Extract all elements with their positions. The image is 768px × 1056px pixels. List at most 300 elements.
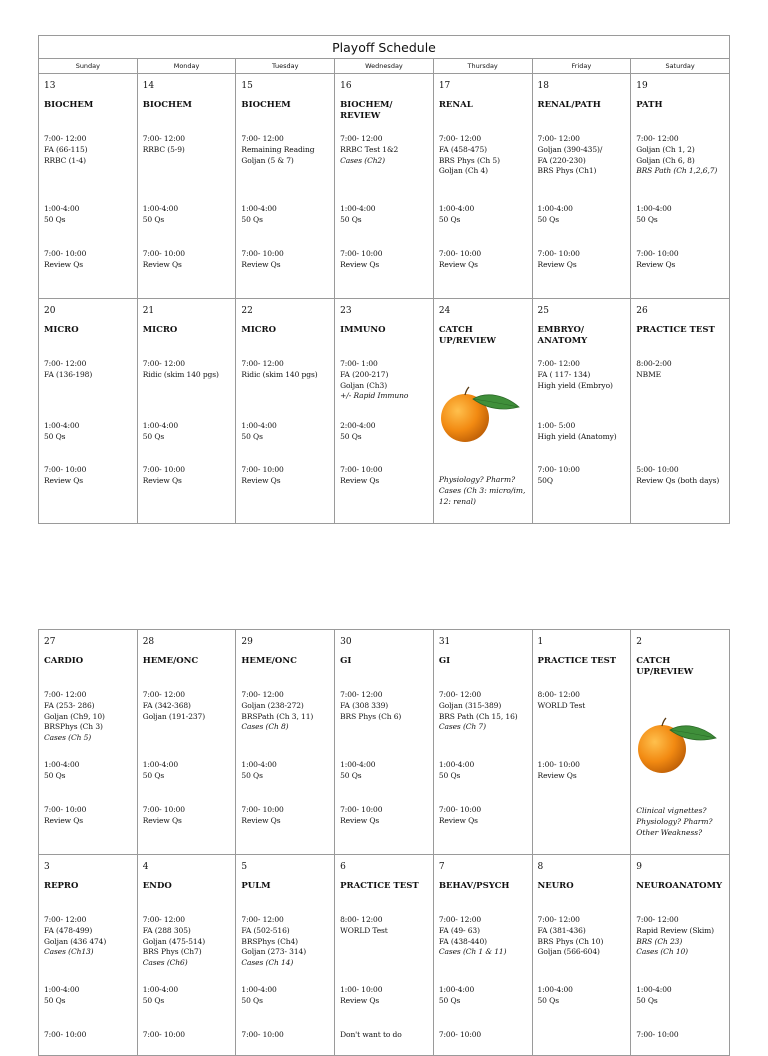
- schedule-line: 7:00- 12:00: [438, 915, 482, 924]
- schedule-line: 1:00-4:00: [438, 760, 475, 769]
- schedule-line: 7:00- 10:00: [44, 1030, 87, 1039]
- time-block: [44, 805, 135, 827]
- schedule-line: 8:00- 12:00: [340, 915, 383, 924]
- day-cell: [335, 855, 434, 1056]
- day-number: 30: [340, 637, 352, 647]
- day-number: 9: [636, 862, 642, 872]
- time-block: [538, 760, 629, 782]
- schedule-line: Goljan (566-604): [537, 947, 600, 957]
- schedule-line: 1:00- 5:00: [537, 421, 576, 430]
- schedule-line: Review Qs: [44, 815, 84, 825]
- schedule-line: 7:00- 10:00: [142, 249, 185, 258]
- schedule-line: FA (342-368): [142, 700, 191, 710]
- schedule-line: BRS Phys (Ch7): [142, 947, 202, 957]
- schedule-line: 7:00- 12:00: [636, 134, 679, 143]
- schedule-line: RRBC Test 1&2: [340, 144, 399, 154]
- review-note-line: Cases (Ch 3: micro/im,: [438, 485, 526, 495]
- schedule-line: Goljan (315-389): [438, 700, 502, 710]
- schedule-line: 50 Qs: [142, 770, 165, 780]
- schedule-table-top: [38, 35, 730, 524]
- schedule-line: 7:00- 12:00: [241, 690, 284, 699]
- time-block: [439, 249, 530, 271]
- time-block: [241, 690, 332, 733]
- schedule-line: 1:00-4:00: [438, 204, 475, 213]
- schedule-line: 7:00- 10:00: [340, 249, 383, 258]
- schedule-note-line: Cases (Ch 5): [44, 733, 92, 743]
- schedule-line: BRSPhys (Ch 3): [44, 722, 103, 732]
- schedule-line: 1:00-4:00: [241, 985, 277, 994]
- day-number: 1: [537, 637, 544, 647]
- schedule-line: 1:00-4:00: [44, 985, 80, 994]
- schedule-line: 1:00-4:00: [142, 985, 179, 994]
- time-block: [143, 915, 234, 969]
- day-cell: [532, 630, 631, 855]
- time-block: [636, 204, 727, 226]
- schedule-line: BRSPhys (Ch4): [241, 936, 298, 946]
- day-header: Tuesday: [236, 59, 335, 74]
- day-cell: [335, 74, 434, 299]
- schedule-line: 1:00-4:00: [241, 421, 277, 430]
- time-block: [340, 805, 431, 827]
- time-block: [538, 421, 629, 443]
- day-cell: [39, 299, 138, 524]
- schedule-note-line: Cases (Ch 10): [636, 947, 688, 957]
- subject-heading: ENDO: [142, 881, 172, 891]
- day-cell: [335, 299, 434, 524]
- schedule-line: 50 Qs: [340, 770, 362, 780]
- time-block: [143, 760, 234, 782]
- time-block: [241, 915, 332, 969]
- week-row: [39, 855, 730, 1056]
- schedule-line: 7:00- 10:00: [44, 465, 87, 474]
- schedule-line: 7:00- 12:00: [438, 134, 482, 143]
- schedule-line: 7:00- 10:00: [241, 1030, 284, 1039]
- time-block: [143, 805, 234, 827]
- schedule-line: 7:00- 12:00: [241, 359, 284, 368]
- schedule-line: 8:00- 12:00: [537, 690, 580, 699]
- time-block: [340, 1030, 431, 1041]
- subject-heading: MICRO: [44, 325, 79, 335]
- schedule-line: Review Qs (both days): [636, 475, 720, 485]
- day-cell: [236, 630, 335, 855]
- time-block: [340, 421, 431, 443]
- schedule-line: 7:00- 12:00: [142, 915, 185, 924]
- schedule-line: BRS Phys (Ch1): [537, 166, 597, 176]
- schedule-line: Review Qs: [44, 475, 84, 485]
- schedule-line: Review Qs: [142, 475, 182, 485]
- subject-heading: EMBRYO/ ANATOMY: [537, 325, 588, 346]
- day-cell: [236, 855, 335, 1056]
- time-block: [143, 359, 234, 381]
- time-block: [439, 1030, 530, 1041]
- time-block: [538, 915, 629, 958]
- day-cell: [137, 299, 236, 524]
- schedule-line: 2:00-4:00: [340, 421, 376, 430]
- day-cell: [39, 74, 138, 299]
- time-block: [143, 1030, 234, 1041]
- orange-icon: [439, 385, 523, 443]
- day-cell: [631, 74, 730, 299]
- schedule-line: Review Qs: [241, 475, 281, 485]
- time-block: [538, 359, 629, 391]
- schedule-line: 7:00- 10:00: [44, 805, 87, 814]
- subject-heading: PRACTICE TEST: [537, 656, 617, 666]
- schedule-note-line: Cases (Ch2): [340, 155, 385, 165]
- time-block: [340, 134, 431, 166]
- subject-heading: REPRO: [44, 881, 79, 891]
- day-cell: [236, 74, 335, 299]
- time-block: [538, 690, 629, 712]
- schedule-line: FA (308 339): [340, 700, 389, 710]
- schedule-line: 50 Qs: [537, 214, 559, 224]
- schedule-line: BRS Phys (Ch 6): [340, 711, 402, 721]
- time-block: [241, 985, 332, 1007]
- subject-heading: NEUROANATOMY: [636, 881, 723, 891]
- time-block: [340, 985, 431, 1007]
- schedule-line: 7:00- 12:00: [438, 690, 482, 699]
- time-block: [44, 204, 135, 226]
- time-block: [241, 204, 332, 226]
- schedule-line: FA (478-499): [44, 925, 93, 935]
- subject-heading: BIOCHEM: [241, 100, 291, 110]
- time-block: [44, 421, 135, 443]
- review-note: [636, 806, 726, 838]
- schedule-line: 7:00- 10:00: [537, 465, 580, 474]
- day-number: 25: [537, 306, 549, 316]
- schedule-line: 50 Qs: [241, 214, 263, 224]
- schedule-line: FA (253- 286): [44, 700, 95, 710]
- time-block: [44, 915, 135, 958]
- time-block: [340, 249, 431, 271]
- schedule-line: Goljan (238-272): [241, 700, 304, 710]
- day-header: Thursday: [433, 59, 532, 74]
- subject-heading: CARDIO: [44, 656, 84, 666]
- schedule-title: Playoff Schedule: [39, 36, 730, 59]
- schedule-line: 7:00- 10:00: [636, 249, 679, 258]
- schedule-line: Ridic (skim 140 pgs): [241, 369, 318, 379]
- day-cell: [236, 299, 335, 524]
- schedule-line: 7:00- 12:00: [142, 134, 185, 143]
- schedule-line: Goljan (Ch 6, 8): [636, 155, 695, 165]
- time-block: [636, 359, 727, 381]
- schedule-line: 7:00- 10:00: [142, 465, 185, 474]
- subject-heading: PATH: [636, 100, 663, 110]
- schedule-line: Goljan (5 & 7): [241, 155, 294, 165]
- day-number: 4: [142, 862, 149, 872]
- schedule-line: FA (200-217): [340, 369, 389, 379]
- schedule-line: Review Qs: [438, 259, 478, 269]
- time-block: [439, 760, 530, 782]
- schedule-line: FA (502-516): [241, 925, 290, 935]
- schedule-line: Goljan (Ch 1, 2): [636, 144, 695, 154]
- time-block: [241, 805, 332, 827]
- time-block: [241, 359, 332, 381]
- schedule-line: Don't want to do: [340, 1030, 402, 1039]
- schedule-line: Goljan (436 474): [44, 936, 107, 946]
- schedule-line: Review Qs: [44, 259, 84, 269]
- schedule-line: 7:00- 10:00: [142, 805, 185, 814]
- schedule-line: 7:00- 12:00: [44, 134, 87, 143]
- schedule-line: Review Qs: [340, 259, 380, 269]
- time-block: [143, 249, 234, 271]
- schedule-line: 7:00- 12:00: [241, 134, 284, 143]
- subject-heading: BIOCHEM: [142, 100, 192, 110]
- schedule-line: Goljan (Ch 4): [438, 166, 489, 176]
- subject-heading: HEME/ONC: [142, 656, 199, 666]
- day-header: Friday: [532, 59, 631, 74]
- subject-heading: CATCH UP/REVIEW: [438, 325, 496, 346]
- schedule-line: 7:00- 10:00: [241, 249, 284, 258]
- day-cell: [631, 630, 730, 855]
- schedule-line: 50 Qs: [636, 995, 658, 1005]
- day-number: 21: [142, 306, 155, 316]
- time-block: [439, 690, 530, 733]
- day-number: 3: [44, 862, 50, 872]
- schedule-line: BRS Phys (Ch 5): [438, 155, 500, 165]
- schedule-line: 1:00-4:00: [636, 204, 672, 213]
- subject-heading: BIOCHEM/ REVIEW: [340, 100, 393, 121]
- day-number: 2: [636, 637, 642, 647]
- schedule-line: 1:00-4:00: [142, 421, 179, 430]
- day-number: 27: [44, 637, 56, 647]
- time-block: [143, 465, 234, 487]
- schedule-line: 7:00- 12:00: [44, 359, 87, 368]
- schedule-line: RRBC (1-4): [44, 155, 86, 165]
- schedule-line: 5:00- 10:00: [636, 465, 679, 474]
- schedule-line: 50 Qs: [340, 214, 362, 224]
- subject-heading: RENAL/PATH: [537, 100, 601, 110]
- schedule-line: Rapid Review (Skim): [636, 925, 715, 935]
- schedule-line: 7:00- 10:00: [537, 249, 580, 258]
- schedule-line: FA (438-440): [438, 936, 487, 946]
- schedule-line: 50 Qs: [44, 214, 66, 224]
- time-block: [340, 915, 431, 937]
- day-cell: [631, 299, 730, 524]
- schedule-line: 8:00-2:00: [636, 359, 672, 368]
- schedule-line: Goljan (Ch9, 10): [44, 711, 105, 721]
- day-cell: [433, 630, 532, 855]
- schedule-line: Goljan (191-237): [142, 711, 206, 721]
- schedule-line: Goljan (390-435)/: [537, 144, 603, 154]
- time-block: [439, 915, 530, 958]
- schedule-line: 7:00- 12:00: [340, 690, 383, 699]
- schedule-line: Goljan (475-514): [142, 936, 206, 946]
- day-cell: [532, 74, 631, 299]
- day-number: 13: [44, 81, 56, 91]
- day-number: 18: [537, 81, 549, 91]
- schedule-line: Review Qs: [142, 815, 182, 825]
- subject-heading: GI: [340, 656, 352, 666]
- schedule-line: High yield (Anatomy): [537, 431, 617, 441]
- time-block: [636, 249, 727, 271]
- schedule-line: 50 Qs: [537, 995, 559, 1005]
- schedule-line: BRS Phys (Ch 10): [537, 936, 604, 946]
- day-number: 5: [241, 862, 248, 872]
- schedule-line: Review Qs: [340, 815, 380, 825]
- day-cell: [137, 630, 236, 855]
- time-block: [44, 1030, 135, 1041]
- review-note-line: 12: renal): [438, 496, 476, 506]
- time-block: [340, 359, 431, 402]
- schedule-line: 7:00- 12:00: [537, 134, 580, 143]
- time-block: [439, 805, 530, 827]
- subject-heading: IMMUNO: [340, 325, 386, 335]
- schedule-line: 1:00- 10:00: [537, 760, 580, 769]
- schedule-line: 50 Qs: [438, 995, 461, 1005]
- schedule-note-line: BRS (Ch 23): [636, 936, 683, 946]
- schedule-line: 50 Qs: [241, 995, 263, 1005]
- day-number: 20: [44, 306, 56, 316]
- schedule-line: FA (220-230): [537, 155, 586, 165]
- schedule-line: 50 Qs: [340, 431, 362, 441]
- time-block: [241, 760, 332, 782]
- day-number: 8: [537, 862, 544, 872]
- schedule-line: Review Qs: [340, 995, 380, 1005]
- schedule-line: 1:00-4:00: [44, 204, 80, 213]
- schedule-note-line: Cases (Ch 8): [241, 722, 289, 732]
- subject-heading: CATCH UP/REVIEW: [636, 656, 694, 677]
- schedule-line: 1:00-4:00: [44, 421, 80, 430]
- time-block: [44, 134, 135, 166]
- schedule-line: Review Qs: [636, 259, 676, 269]
- time-block: [143, 421, 234, 443]
- time-block: [538, 249, 629, 271]
- schedule-line: Goljan (Ch3): [340, 380, 388, 390]
- time-block: [636, 134, 727, 177]
- time-block: [439, 985, 530, 1007]
- schedule-line: 1:00-4:00: [636, 985, 672, 994]
- schedule-line: 1:00-4:00: [241, 760, 277, 769]
- schedule-line: Review Qs: [438, 815, 478, 825]
- time-block: [538, 465, 629, 487]
- day-header: Wednesday: [335, 59, 434, 74]
- schedule-line: 7:00- 1:00: [340, 359, 378, 368]
- time-block: [143, 985, 234, 1007]
- time-block: [439, 134, 530, 177]
- schedule-line: 7:00- 10:00: [241, 465, 284, 474]
- day-number: 6: [340, 862, 346, 872]
- schedule-line: FA (66-115): [44, 144, 88, 154]
- schedule-line: 1:00-4:00: [340, 204, 376, 213]
- time-block: [143, 134, 234, 156]
- schedule-line: WORLD Test: [340, 925, 388, 935]
- orange-icon: [636, 716, 720, 774]
- time-block: [636, 985, 727, 1007]
- time-block: [241, 249, 332, 271]
- schedule-line: 50 Qs: [241, 770, 263, 780]
- schedule-line: 1:00-4:00: [241, 204, 277, 213]
- day-cell: [433, 74, 532, 299]
- schedule-line: FA (49- 63): [438, 925, 480, 935]
- day-header: Saturday: [631, 59, 730, 74]
- schedule-line: 1:00-4:00: [142, 204, 179, 213]
- schedule-line: 1:00-4:00: [537, 204, 573, 213]
- day-cell: [39, 630, 138, 855]
- subject-heading: PRACTICE TEST: [636, 325, 715, 335]
- day-header: Monday: [137, 59, 236, 74]
- day-number: 31: [438, 637, 451, 647]
- day-cell: [137, 855, 236, 1056]
- schedule-line: 7:00- 12:00: [44, 690, 87, 699]
- schedule-line: 50 Qs: [438, 770, 461, 780]
- schedule-line: FA (381-436): [537, 925, 586, 935]
- day-cell: [137, 74, 236, 299]
- time-block: [44, 249, 135, 271]
- schedule-line: 7:00- 10:00: [44, 249, 87, 258]
- schedule-line: 7:00- 10:00: [340, 465, 383, 474]
- schedule-line: 50 Qs: [636, 214, 658, 224]
- review-note-line: Physiology? Pharm?: [438, 475, 516, 484]
- time-block: [636, 465, 727, 487]
- day-cell: [335, 630, 434, 855]
- subject-heading: PRACTICE TEST: [340, 881, 419, 891]
- day-cell: [631, 855, 730, 1056]
- day-number: 29: [241, 637, 253, 647]
- schedule-note-line: +/- Rapid Immuno: [340, 391, 409, 401]
- time-block: [44, 985, 135, 1007]
- day-cell: [532, 299, 631, 524]
- schedule-line: 7:00- 10:00: [241, 805, 284, 814]
- review-note-line: Clinical vignettes?: [636, 806, 707, 815]
- time-block: [538, 985, 629, 1007]
- day-number: 22: [241, 306, 253, 316]
- subject-heading: MICRO: [142, 325, 178, 335]
- subject-heading: NEURO: [537, 881, 574, 891]
- time-block: [44, 465, 135, 487]
- schedule-line: Remaining Reading: [241, 144, 315, 154]
- schedule-line: 7:00- 12:00: [537, 359, 580, 368]
- time-block: [241, 134, 332, 166]
- day-number: 26: [636, 306, 648, 316]
- day-number: 14: [142, 81, 155, 91]
- schedule-line: 1:00-4:00: [438, 985, 475, 994]
- schedule-line: 7:00- 12:00: [142, 359, 185, 368]
- schedule-line: 50 Qs: [44, 995, 66, 1005]
- schedule-line: Review Qs: [537, 770, 577, 780]
- schedule-line: FA ( 117- 134): [537, 369, 591, 379]
- schedule-line: 1:00- 10:00: [340, 985, 383, 994]
- schedule-line: Ridic (skim 140 pgs): [142, 369, 219, 379]
- subject-heading: BIOCHEM: [44, 100, 94, 110]
- day-cell: [39, 855, 138, 1056]
- schedule-line: 7:00- 12:00: [44, 915, 87, 924]
- schedule-line: 7:00- 12:00: [340, 134, 383, 143]
- schedule-line: 7:00- 10:00: [340, 805, 383, 814]
- day-number: 16: [340, 81, 352, 91]
- time-block: [44, 690, 135, 744]
- schedule-line: Goljan (273- 314): [241, 947, 307, 957]
- schedule-line: 7:00- 12:00: [142, 690, 185, 699]
- schedule-line: 7:00- 12:00: [241, 915, 284, 924]
- schedule-line: WORLD Test: [537, 700, 586, 710]
- week-row: [39, 74, 730, 299]
- day-cell: [433, 855, 532, 1056]
- schedule-line: 7:00- 12:00: [537, 915, 580, 924]
- day-number: 17: [438, 81, 451, 91]
- schedule-line: Review Qs: [537, 259, 577, 269]
- day-number: 28: [142, 637, 155, 647]
- time-block: [340, 760, 431, 782]
- time-block: [636, 915, 727, 958]
- schedule-line: Review Qs: [241, 815, 281, 825]
- review-note-line: Physiology? Pharm?: [636, 816, 713, 826]
- time-block: [340, 204, 431, 226]
- time-block: [241, 421, 332, 443]
- schedule-note-line: BRS Path (Ch 1,2,6,7): [636, 166, 718, 176]
- day-cell: [433, 299, 532, 524]
- week-row: [39, 299, 730, 524]
- schedule-line: 1:00-4:00: [537, 985, 573, 994]
